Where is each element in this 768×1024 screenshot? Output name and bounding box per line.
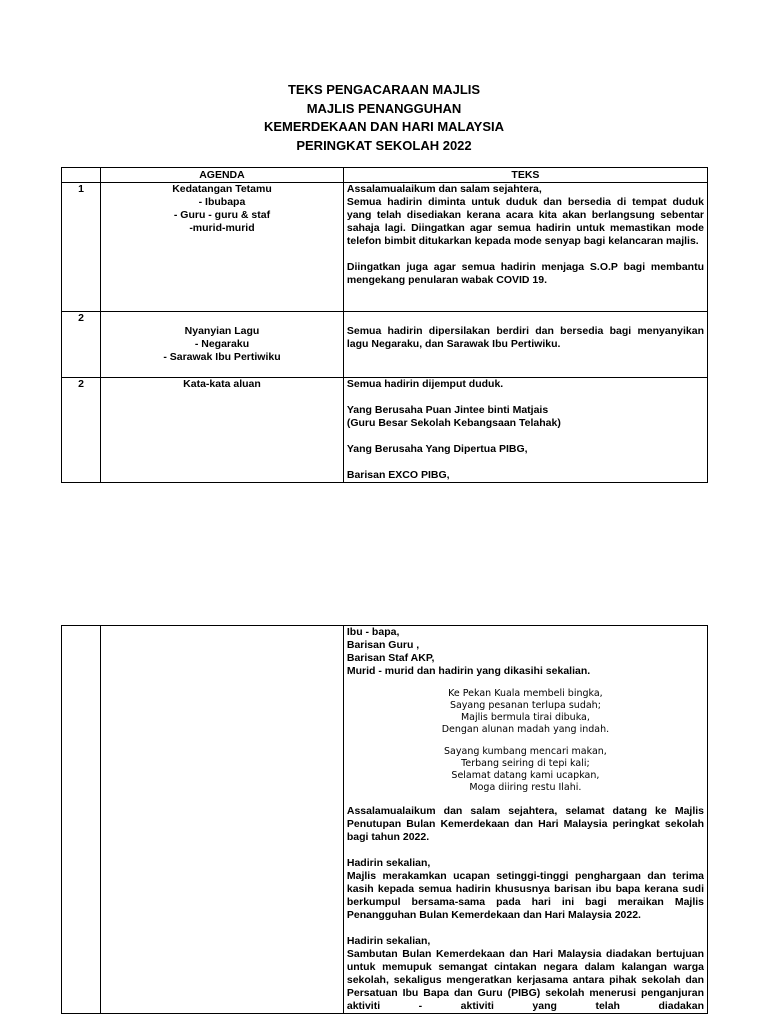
welcome-paragraph: Assalamualaikum dan salam sejahtera, selamat datang ke Majlis Penutupan Bulan Kemerdekaan dan Hari Malaysia peringkat sekolah bagi tahun 2022. bbox=[346, 805, 704, 843]
agenda-line: Kata-kata aluan bbox=[183, 378, 261, 390]
teks-line: Barisan EXCO PIBG, bbox=[346, 469, 450, 481]
header-teks: TEKS bbox=[343, 168, 707, 183]
teks-cell bbox=[343, 183, 707, 312]
table-header-row bbox=[62, 168, 708, 183]
teks-line: Semua hadirin dijemput duduk. bbox=[346, 378, 504, 390]
row-number: 2 bbox=[62, 312, 101, 378]
row-number: 1 bbox=[62, 183, 101, 312]
purpose-paragraph: Sambutan Bulan Kemerdekaan dan Hari Malaysia diadakan bertujuan untuk memupuk semangat cintakan negara dalam kalangan warga sekolah, sekaligus mengeratkan kerjasama antara pihak sekolah dan Persatuan Ibu Bapa dan Guru (PIBG) sekolah menerusi penganjuran aktiviti - aktiviti yang telah diadakan bbox=[346, 948, 704, 1012]
table-row bbox=[62, 378, 708, 483]
agenda-line: -murid-murid bbox=[189, 222, 255, 234]
pantun-line: Sayang pesanan terlupa sudah; bbox=[449, 700, 601, 711]
agenda-cell bbox=[101, 312, 344, 378]
teks-paragraph: Semua hadirin diminta untuk duduk dan bersedia di tempat duduk yang telah disediakan kerana acara kita akan berlangsung sebentar sahaja lagi. Diingatkan agar semua hadirin untuk memastikan mode telefon bimbit ditukarkan kepada mode senyap bagi kelancaran majlis. bbox=[346, 196, 704, 247]
agenda-line: - Ibubapa bbox=[198, 196, 246, 208]
table-row bbox=[62, 626, 708, 1014]
pantun-line: Terbang seiring di tepi kali; bbox=[461, 758, 590, 769]
row-number: 2 bbox=[62, 378, 101, 483]
teks-line: Yang Berusaha Puan Jintee binti Matjais bbox=[346, 404, 549, 416]
title-line-3: KEMERDEKAAN DAN HARI MALAYSIA bbox=[263, 119, 505, 134]
appreciation-paragraph: Majlis merakamkan ucapan setinggi-tinggi penghargaan dan terima kasih kepada semua hadirin khususnya barisan ibu bapa kerana sudi berkumpul bersama-sama pada hari ini bagi meraikan Majlis Penangguhan Bulan Kemerdekaan dan Hari Malaysia 2022. bbox=[346, 870, 704, 921]
agenda-cell bbox=[101, 183, 344, 312]
teks-cell bbox=[343, 378, 707, 483]
greeting-line: Murid - murid dan hadirin yang dikasihi sekalian. bbox=[346, 665, 591, 677]
header-agenda: AGENDA bbox=[101, 168, 344, 183]
agenda-line: - Guru - guru & staf bbox=[173, 209, 271, 221]
agenda-line: - Sarawak Ibu Pertiwiku bbox=[163, 351, 281, 363]
pantun-line: Ke Pekan Kuala membeli bingka, bbox=[448, 688, 603, 699]
teks-paragraph: Semua hadirin dipersilakan berdiri dan bersedia bagi menyanyikan lagu Negaraku, dan Sarawak Ibu Pertiwiku. bbox=[346, 325, 704, 350]
agenda-table bbox=[61, 167, 708, 483]
title-line-2: MAJLIS PENANGGUHAN bbox=[306, 100, 462, 116]
paragraph-heading: Hadirin sekalian, bbox=[346, 935, 431, 947]
agenda-line: Kedatangan Tetamu bbox=[172, 183, 272, 195]
pantun-line: Majlis bermula tirai dibuka, bbox=[460, 712, 590, 723]
table-row bbox=[62, 312, 708, 378]
pantun-verse-2 bbox=[347, 746, 704, 794]
agenda-line: - Negaraku bbox=[194, 338, 250, 350]
title-line-4: PERINGKAT SEKOLAH 2022 bbox=[296, 137, 472, 153]
continuation-table bbox=[61, 625, 708, 1014]
teks-cell bbox=[343, 626, 707, 1014]
agenda-line: Nyanyian Lagu bbox=[184, 325, 260, 337]
agenda-cell bbox=[101, 626, 344, 1014]
pantun-line: Dengan alunan madah yang indah. bbox=[441, 724, 610, 735]
teks-line: Assalamualaikum dan salam sejahtera, bbox=[346, 183, 542, 195]
teks-line: Yang Berusaha Yang Dipertua PIBG, bbox=[346, 443, 528, 455]
agenda-cell bbox=[101, 378, 344, 483]
pantun-verse-1 bbox=[347, 688, 704, 736]
teks-paragraph: Diingatkan juga agar semua hadirin menjaga S.O.P bagi membantu mengekang penularan wabak COVID 19. bbox=[346, 261, 704, 286]
greeting-line: Barisan Guru , bbox=[346, 639, 420, 651]
title-line-1: TEKS PENGACARAAN MAJLIS bbox=[287, 82, 481, 97]
teks-line: (Guru Besar Sekolah Kebangsaan Telahak) bbox=[346, 417, 561, 429]
teks-cell bbox=[343, 312, 707, 378]
header-number bbox=[62, 168, 101, 183]
greeting-line: Barisan Staf AKP, bbox=[346, 652, 435, 664]
pantun-line: Selamat datang kami ucapkan, bbox=[451, 770, 600, 781]
pantun-line: Moga diiring restu Ilahi. bbox=[469, 782, 582, 793]
paragraph-heading: Hadirin sekalian, bbox=[346, 857, 431, 869]
document-title bbox=[0, 81, 768, 155]
table-row bbox=[62, 183, 708, 312]
greeting-line: Ibu - bapa, bbox=[346, 626, 400, 638]
row-number bbox=[62, 626, 101, 1014]
pantun-line: Sayang kumbang mencari makan, bbox=[444, 746, 607, 757]
